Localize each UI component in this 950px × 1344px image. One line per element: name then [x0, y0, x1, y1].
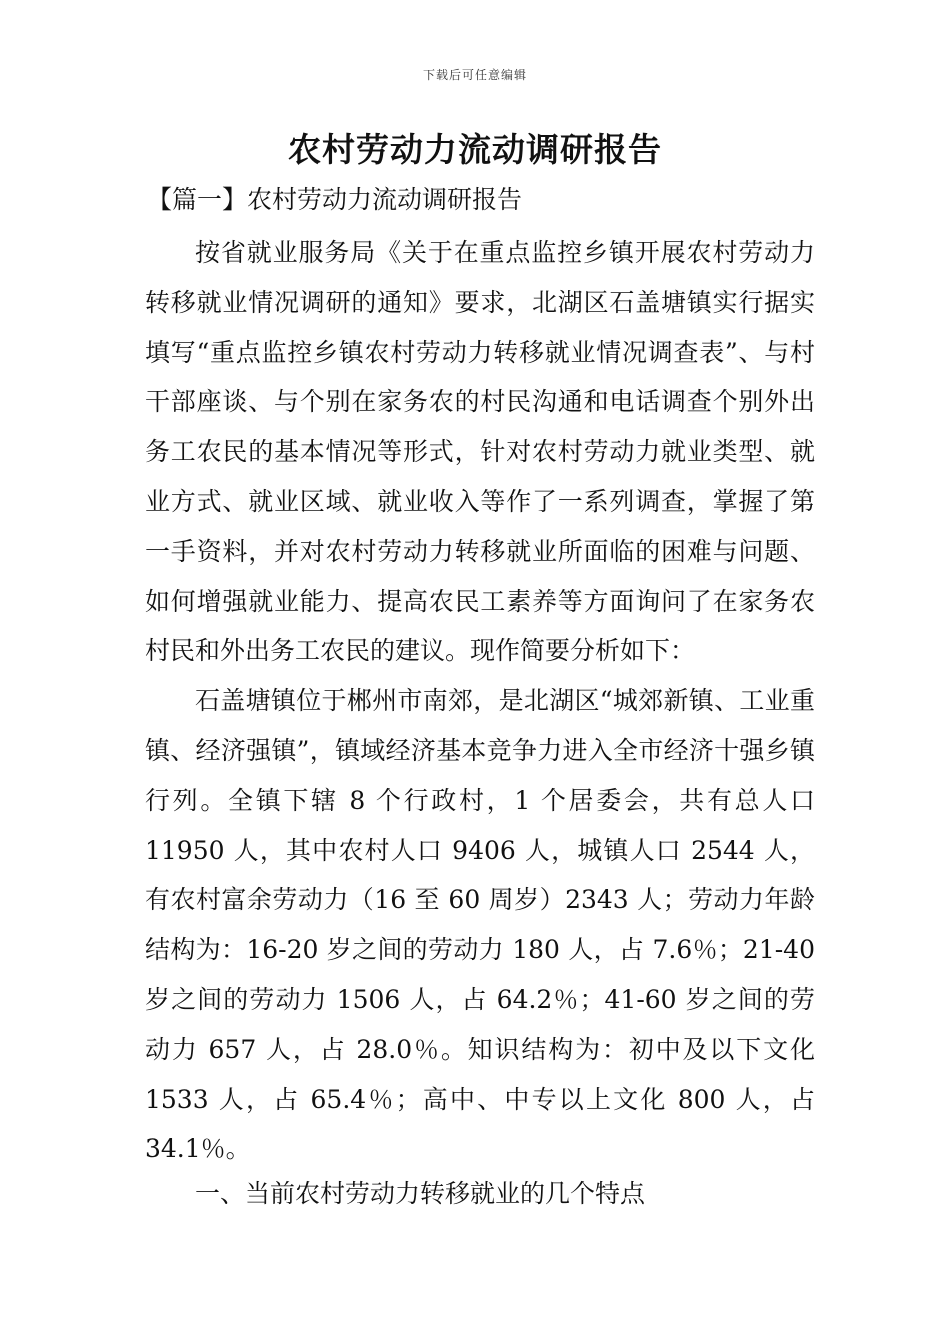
section-heading: 【篇一】农村劳动力流动调研报告 — [147, 185, 523, 214]
document-title: 农村劳动力流动调研报告 — [288, 130, 662, 169]
paragraph-intro: 按省就业服务局《关于在重点监控乡镇开展农村劳动力转移就业情况调研的通知》要求，北湖区石盖塘镇实行据实填写“重点监控乡镇农村劳动力转移就业情况调查表”、与村干部座谈、与个别在家务农的村民沟通和电话调查个别外出务工农民的基本情况等形式，针对农村劳动力就业类型、就业方式、就业区域、就业收入等作了一系列调查，掌握了第一手资料，并对农村劳动力转移就业所面临的困难与问题、如何增强就业能力、提高农民工素养等方面询问了在家务农村民和外出务工农民的建议。现作简要分析如下： — [145, 238, 815, 666]
header-note: 下载后可任意编辑 — [422, 68, 527, 82]
body-text — [145, 228, 815, 1174]
subheading: 一、当前农村劳动力转移就业的几个特点 — [195, 1179, 646, 1208]
paragraph-town-overview: 石盖塘镇位于郴州市南郊，是北湖区“城郊新镇、工业重镇、经济强镇”，镇域经济基本竞争力进入全市经济十强乡镇行列。全镇下辖 8 个行政村，1 个居委会，共有总人口 11950 人，其中农村人口 9406 人，城镇人口 2544 人，有农村富余劳动力（16 至 60 周岁）2343 人；劳动力年龄结构为：16-20 岁之间的劳动力 180 人，占 7.6％；21-40 岁之间的劳动力 1506 人，占 64.2％；41-60 岁之间的劳动力 657 人，占 28.0％。知识结构为：初中及以下文化 1533 人，占 65.4％；高中、中专以上文化 800 人，占 34.1％。 — [145, 686, 815, 1164]
